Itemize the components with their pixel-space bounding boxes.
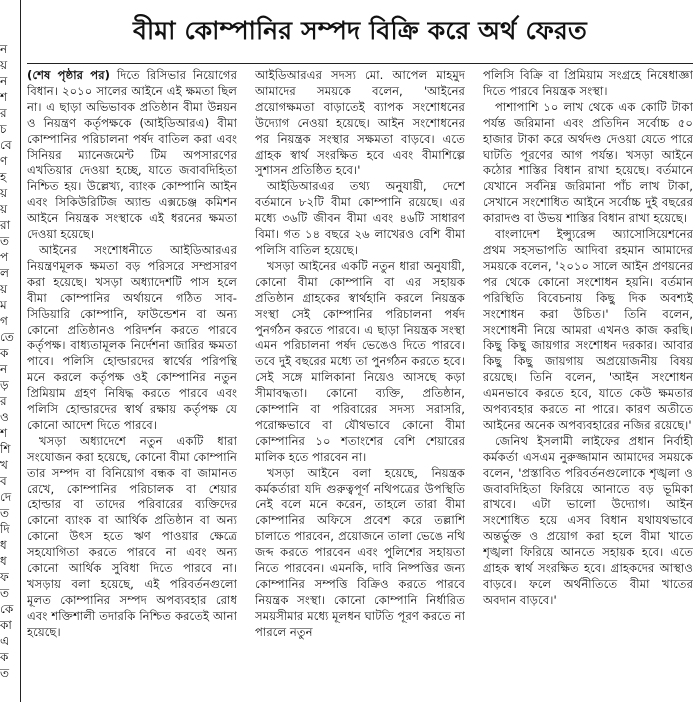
headline: বীমা কোম্পানির সম্পদ বিক্রি করে অর্থ ফেরত (133, 16, 587, 45)
fragment-text: ড় (0, 378, 9, 392)
paragraph: পাশাপাশি ১০ লাখ থেকে এক কোটি টাকা পর্যন্ত জরিমানা এবং প্রতিদিন সর্বোচ্চ ৫০ হাজার টাকা করে অর্থদণ্ড দেওয়া যেতে পারে ঘাটতি পূরণের আগ পর্যন্ত। খসড়া আইনে কঠোর শাস্তির বিধান রাখা হয়েছে। বর্তমানে যেখানে সর্বনিম্ন জরিমানা পাঁচ লাখ টাকা, সেখানে সংশোধিত আইনে সর্বোচ্চ দুই বছরের কারাদণ্ড বা উভয় শাস্তির বিধান রাখা হয়েছে। (483, 99, 693, 226)
fragment-text: দে (0, 490, 12, 504)
fragment-text: ও (0, 410, 9, 424)
fragment-text: কে (0, 602, 14, 616)
fragment-text: ক (0, 650, 9, 664)
fragment-text: শ (0, 426, 8, 440)
fragment-text: খ (0, 458, 8, 472)
fragment-text: ম (0, 298, 7, 312)
paragraph: খসড়া আইনে বলা হয়েছে, নিয়ন্ত্রক কর্মকর্তারা যদি গুরুত্বপূর্ণ নথিপত্রের উপস্থিতি নেই বলে মনে করেন, তাহলে তারা বীমা কোম্পানির অফিসে প্রবেশ করে তল্লাশি চালাতে পারবেন, প্রয়োজনে তালা ভেঙে নথি জব্দ করতে পারবেন এবং পুলিশের সহায়তা নিতে পারবেন। এমনকি, দাবি নিষ্পত্তির জন্য কোম্পানির সম্পত্তি বিক্রিও করতে পারবে নিয়ন্ত্রক সংস্থা। কোনো কোম্পানি নির্ধারিত সময়সীমার মধ্যে মূলধন ঘাটতি পূরণ করতে না পারলে নতুন (255, 465, 465, 639)
paragraph: আইডিআরএর সদস্য মো. আপেল মাহমুদ আমাদের সময়কে বলেন, 'আইনের প্রয়োগক্ষমতা বাড়াতেই ব্যাপক সংশোধনের উদ্যোগ নেওয়া হয়েছে। আইন সংশোধনের পর নিয়ন্ত্রক সংস্থার সক্ষমতা বাড়বে। এতে গ্রাহক স্বার্থ সংরক্ষিত হবে এবং বীমাশিল্পে সুশাসন প্রতিষ্ঠিত হবে।' (255, 68, 465, 178)
column-2 (255, 68, 465, 702)
paragraph: আইডিআরএর তথ্য অনুযায়ী, দেশে বর্তমানে ৮২টি বীমা কোম্পানি রয়েছে। এর মধ্যে ৩৬টি জীবন বীমা এবং ৪৬টি সাধারণ বিমা। গত ১৪ বছরে ২৬ লাখেরও বেশি বীমা পলিসি বাতিল হয়েছে। (255, 179, 465, 257)
fragment-text: এ (0, 634, 10, 648)
fragment-text: কা (0, 618, 12, 632)
fragment-text: ন (0, 42, 8, 56)
fragment-text: য় (0, 282, 8, 296)
fragment-text: ক (0, 346, 9, 360)
paragraph: (শেষ পৃষ্ঠার পর) দিতে রিসিভার নিয়োগের বিধান। ২০১০ সালের আইনে এই ক্ষমতা ছিল না। এ ছাড়া অভিভাবক প্রতিষ্ঠান বীমা উন্নয়ন ও নিয়ন্ত্রণ কর্তৃপক্ষকে (আইডিআরএ) বীমা কোম্পানির পরিচালনা পর্ষদ বাতিল করা এবং সিনিয়র ম্যানেজমেন্ট টিম অপসারণের এখতিয়ার দেওয়া হচ্ছে, যাতে জবাবদিহিতা নিশ্চিত হয়। উল্লেখ্য, ব্যাংক কোম্পানি আইন এবং সিকিউরিটিজ অ্যান্ড এক্সচেঞ্জ কমিশন আইনে নিয়ন্ত্রক সংস্থাকে এই ধরনের ক্ষমতা দেওয়া হয়েছে। (27, 68, 237, 242)
fragment-text: হ (0, 170, 7, 184)
fragment-text: চ (0, 122, 7, 136)
fragment-text: ত (0, 506, 10, 520)
fragment-text: ন (0, 362, 8, 376)
paragraph: খসড়া অধ্যাদেশে নতুন একটি ধারা সংযোজন করা হয়েছে, কোনো বীমা কোম্পানি তার সম্পদ বা বিনিয়োগ বন্ধক বা জামানত রেখে, কোম্পানির পরিচালক বা শেয়ার হোল্ডার বা তাদের পরিবারের ব্যক্তিদের কোনো ব্যাংক বা আর্থিক প্রতিষ্ঠান বা অন্য কোনো উৎস হতে ঋণ পাওয়ার ক্ষেত্রে সহযোগিতা করতে পারবে না এবং অন্য কোনো আর্থিক সুবিধা দিতে পারবে না। খসড়ায় বলা হয়েছে, এই পরিবর্তনগুলো মূলত কোম্পানির সম্পদ অপব্যবহার রোধ এবং শক্তিশালী তদারকি নিশ্চিত করতেই আনা হয়েছে। (27, 433, 237, 639)
adjacent-article-fragment (0, 0, 20, 702)
column-3 (483, 68, 693, 702)
fragment-text: ত (0, 666, 10, 680)
fragment-text: তে (0, 330, 14, 344)
column-1 (27, 68, 237, 702)
article-body (27, 68, 693, 702)
paragraph: খসড়া আইনের একটি নতুন ধারা অনুযায়ী, কোনো বীমা কোম্পানি বা এর সহায়ক প্রতিষ্ঠান গ্রাহকের স্বার্থহানি করলে নিয়ন্ত্রক সংস্থা সেই কোম্পানির পরিচালনা পর্ষদ পুনর্গঠন করতে পারবে। এ ছাড়া নিয়ন্ত্রক সংস্থা এমন পরিচালনা পর্ষদ ভেঙেও দিতে পারবে। তবে দুই বছরের মধ্যে তা পুনর্গঠন করতে হবে। সেই সঙ্গে মালিকানা নিয়েও আসছে কড়া সীমাবদ্ধতা। কোনো ব্যক্তি, প্রতিষ্ঠান, কোম্পানি বা পরিবারের সদস্য সরাসরি, পরোক্ষভাবে বা যৌথভাবে কোনো বীমা কোম্পানির ১০ শতাংশের বেশি শেয়ারের মালিক হতে পারবেন না। (255, 258, 465, 464)
paragraph: বাংলাদেশ ইন্স্যুরেন্স অ্যাসোসিয়েশনের প্রথম সহসভাপতি আদিবা রহমান আমাদের সময়কে বলেন, '২০১০ সালে আইন প্রণয়নের পর থেকে কোনো সংশোধন হয়নি। বর্তমান পরিস্থিতি বিবেচনায় কিছু দিক অবশ্যই সংশোধন করা উচিত।' তিনি বলেন, সংশোধনী নিয়ে আমরা এখনও কাজ করছি। কিছু কিছু জায়গার সংশোধন দরকার। আবার কিছু কিছু জায়গায় অপ্রয়োজনীয় বিষয় রয়েছে। তিনি বলেন, 'আইন সংশোধন এমনভাবে করতে হবে, যাতে কেউ ক্ষমতার অপব্যবহার করতে না পারে। কারণ অতীতে আইনের অনেক অপব্যবহারের নজির রয়েছে।' (483, 227, 693, 432)
fragment-text: ধ (0, 538, 7, 552)
fragment-text: ত (0, 234, 10, 248)
fragment-text: প (0, 250, 9, 264)
column-rule (20, 0, 21, 702)
fragment-text: য় (0, 186, 8, 200)
fragment-text: গ (0, 314, 8, 328)
kicker: (শেষ পৃষ্ঠার পর) (27, 68, 110, 82)
fragment-text: ন (0, 74, 8, 88)
fragment-text: র (0, 394, 7, 408)
fragment-text: র (0, 106, 7, 120)
fragment-text: য় (0, 58, 8, 72)
fragment-text: ত (0, 586, 10, 600)
paragraph: জেনিথ ইসলামী লাইফের প্রধান নির্বাহী কর্মকর্তা এসএম নুরুজ্জামান আমাদের সময়কে বলেন, 'প্রস্তাবিত পরিবর্তনগুলোকে শৃঙ্খলা ও জবাবদিহিতা ফিরিয়ে আনাতে বড় ভূমিকা রাখবে। এটা ভালো উদ্যোগ। আইন সংশোধিত হয়ে এসব বিধান যথাযথভাবে অন্তর্ভুক্ত ও প্রয়োগ করা হলে বীমা খাতে শৃঙ্খলা ফিরিয়ে আনতে সহায়ক হবে। এতে গ্রাহক স্বার্থ সংরক্ষিত হবে। গ্রাহকদের আস্থাও বাড়বে। ফলে অর্থনীতিতে বীমা খাতের অবদান বাড়বে।' (483, 433, 693, 607)
fragment-text: ণ (0, 154, 8, 168)
paragraph: পলিসি বিক্রি বা প্রিমিয়াম সংগ্রহে নিষেধাজ্ঞা দিতে পারবে নিয়ন্ত্রক সংস্থা। (483, 68, 693, 98)
paragraph: আইনের সংশোধনীতে আইডিআরএর নিয়ন্ত্রণমূলক ক্ষমতা বড় পরিসরে সম্প্রসারণ করা হয়েছে। খসড়া অধ্যাদেশটি পাস হলে বীমা কোম্পানির অর্থায়নে গঠিত সাব-সিডিয়ারি কোম্পানি, ফাউন্ডেশন বা অন্য কোনো প্রতিষ্ঠানও পরিদর্শন করতে পারবে কর্তৃপক্ষ। বাধ্যতামূলক নির্দেশনা জারির ক্ষমতা পাবে। পলিসি হোল্ডারদের স্বার্থের পরিপন্থি মনে করলে কর্তৃপক্ষ ওই কোম্পানির নতুন প্রিমিয়াম গ্রহণ নিষিদ্ধ করতে পারবে এবং পলিসি হোল্ডারদের স্বার্থ রক্ষায় কর্তৃপক্ষ যে কোনো আদেশ দিতে পারবে। (27, 242, 237, 432)
fragment-text: ব (0, 474, 7, 488)
fragment-text: শি (0, 442, 11, 456)
fragment-text: বে (0, 138, 12, 152)
headline-box (27, 2, 693, 64)
fragment-text: শ (0, 90, 8, 104)
fragment-text: ফ (0, 570, 9, 584)
fragment-text: ল (0, 266, 9, 280)
fragment-text: য় (0, 202, 8, 216)
fragment-text: দি (0, 522, 10, 536)
fragment-text: রা (0, 218, 11, 232)
fragment-text: ধ (0, 554, 7, 568)
